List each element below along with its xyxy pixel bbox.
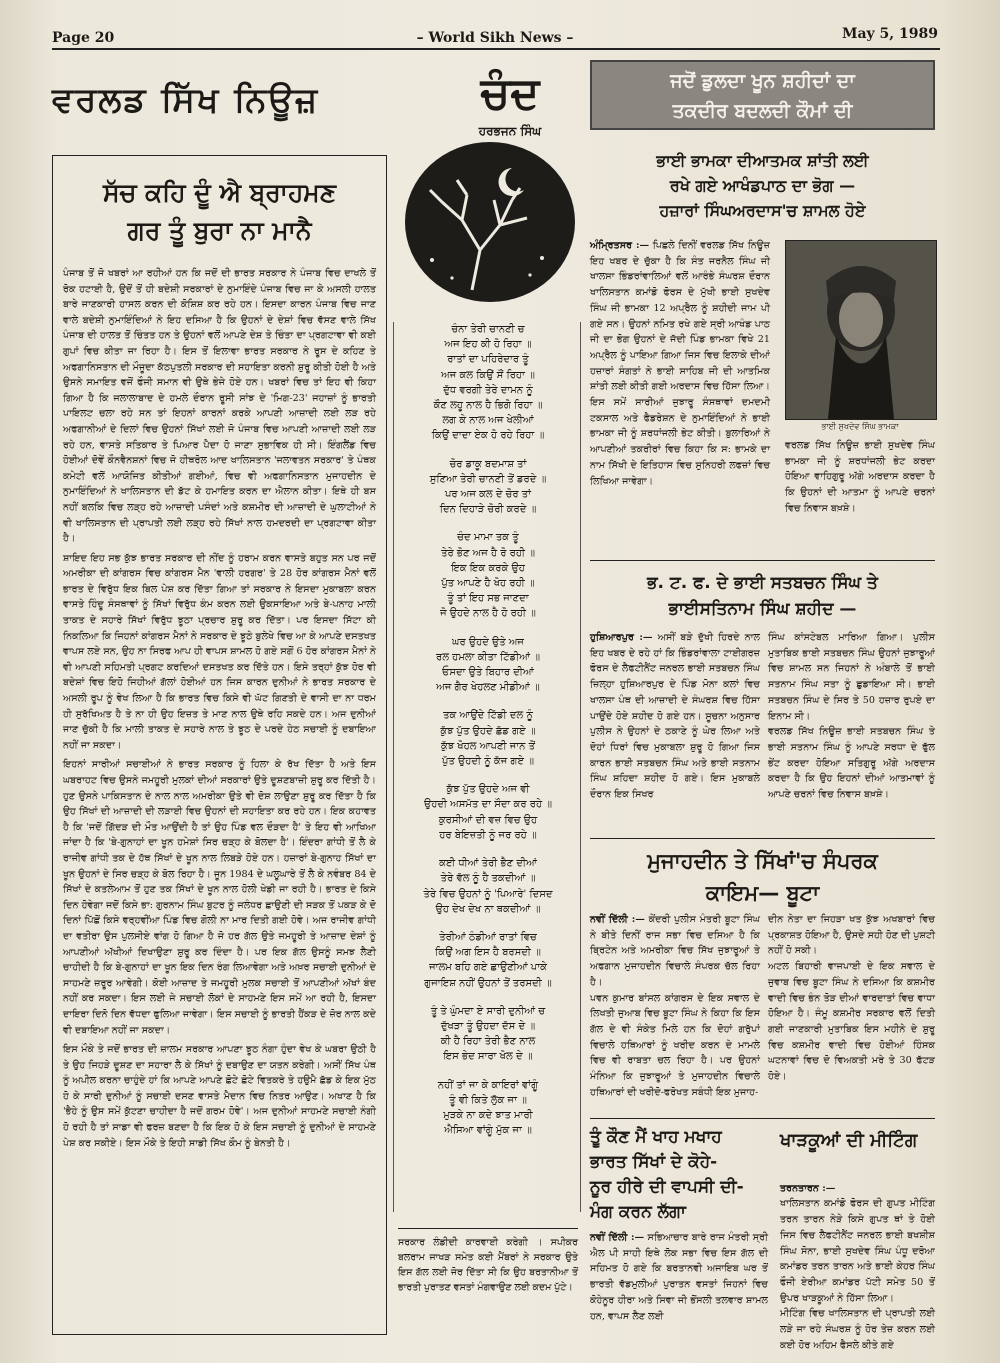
article2-dateline: ਹੁਸ਼ਿਆਰਪੁਰ :— <box>590 632 653 643</box>
article2-col1 <box>590 630 760 803</box>
header-rule <box>52 48 940 50</box>
editorial-body <box>53 266 386 1151</box>
poem-stanza: ਨਹੀਂ ਤਾਂ ਜਾ ਕੇ ਕਾਇਰਾਂ ਵਾਂਗੂੰ ਤੂੰ ਵੀ ਕਿਤੇ ਲੁੱਕ ਜਾ ॥ ਮੁੜਕੇ ਨਾ ਕਦੇ ਝਾਤ ਮਾਰੀ ਐਸਿਆ ਵਾਂਗੂੰ ਮੁੱਕ ਜਾ ॥ <box>437 1079 539 1137</box>
editorial-headline: ਸੱਚ ਕਹਿ ਦੂੰ ਐ ਬ੍ਰਾਹਮਣ ਗਰ ਤੂੰ ਬੁਰਾ ਨਾ ਮਾਨੈ <box>102 178 337 245</box>
article5-headline: ਖਾੜਕੂਆਂ ਦੀ ਮੀਟਿੰਗ <box>780 1130 918 1151</box>
article3-text: ਕੇਂਦਰੀ ਪੁਲੀਸ ਮੰਤਰੀ ਬੂਟਾ ਸਿੰਘ ਨੇ ਬੀਤੇ ਦਿਨੀਂ ਰਾਜ ਸਭਾ ਵਿਚ ਦਸਿਆ ਹੈ ਕਿ ਬ੍ਰਿਟੇਨ ਅਤੇ ਅਮਰੀਕਾ ਵਿਚ ਸਿੱਖ ਜੁਝਾਰੂਆਂ ਤੇ ਅਫਗਾਨ ਮੁਜਾਹਦੀਨ ਵਿਚਾਲੇ ਸੰਪਰਕ ਚੱਲ ਰਿਹਾ ਹੈ। ਪਵਨ ਕੁਮਾਰ ਬਾਂਸਲ ਕਾਂਗਰਸ ਦੇ ਇਕ ਸਵਾਲ ਦੇ ਲਿਖਤੀ ਜੁਆਬ ਵਿਚ ਬੂਟਾ ਸਿੰਘ ਨੇ ਕਿਹਾ ਕਿ ਇਸ ਗੱਲ ਦੇ ਵੀ ਸੰਕੇਤ ਮਿਲੇ ਹਨ ਕਿ ਦੋਹਾਂ ਗਰੁੱਪਾਂ ਵਿਚਾਲੇ ਹਥਿਆਰਾਂ ਨੂੰ ਖਰੀਦ ਕਰਨ ਦੇ ਮਾਮਲੇ ਵਿਚ ਵੀ ਰਾਬਤਾ ਚਲ ਰਿਹਾ ਹੈ। ਪਰ ਉਹਨਾਂ ਮੰਨਿਆ ਕਿ ਜੁਝਾਰੂਆਂ ਤੇ ਮੁਜਾਹਦੀਨ ਵਿਚਾਲੇ ਹਥਿਆਰਾਂ ਦੀ ਖਰੀਦੋ-ਫਰੋਖਤ ਸਬੰਧੀ ਇਕ ਮੁਜਾਹ- <box>590 914 760 1098</box>
article4-text: ਸਭਿਆਚਾਰ ਬਾਰੇ ਰਾਜ ਮੰਤਰੀ ਸ੍ਰੀ ਐਲ ਪੀ ਸਾਹੀ ਇਥੇ ਲੋਕ ਸਭਾ ਵਿਚ ਇਸ ਗੱਲ ਦੀ ਸਹਿਮਤ ਹੋ ਗਏ ਕਿ ਬਰਤਾਨਵੀ ਅਜਾਇਬ ਘਰ ਤੋਂ ਭਾਰਤੀ ਵੱਡਮੁਲੀਆਂ ਪੁਰਾਤਨ ਵਸਤਾਂ ਜਿਹਨਾਂ ਵਿਚ ਕੋਹੇਨੂਰ ਹੀਰਾ ਅਤੇ ਸਿਵਾ ਜੀ ਭੋਂਸਲੀ ਤਲਵਾਰ ਸ਼ਾਮਲ ਹਨ, ਵਾਪਸ ਲੈਣ ਲਈ <box>590 1232 768 1322</box>
article2-headline: ਭ. ਟ. ਫ. ਦੇ ਭਾਈ ਸਤਬਚਨ ਸਿੰਘ ਤੇ ਭਾਈਸਤਿਨਾਮ ਸਿੰਘ ਸ਼ਹੀਦ — <box>647 573 878 619</box>
column-divider <box>393 322 394 1212</box>
article5-body <box>780 1165 935 1353</box>
article5-dateline: ਤਰਨਤਾਰਨ :— <box>780 1182 836 1194</box>
poem-stanza: ਚੋਰ ਡਾਕੂ ਬਦਮਾਸ਼ ਤਾਂ ਸੁਣਿਆ ਤੇਰੀ ਚਾਨਣੀ ਤੋਂ ਡਰਦੇ ॥ ਪਰ ਅਜ ਕਲ ਦੇ ਚੋਰ ਤਾਂ ਦਿਨ ਦਿਹਾੜੇ ਚੋਰੀ ਕਰਦੇ ॥ <box>429 458 547 516</box>
article3-headline: ਮੁਜਾਹਦੀਨ ਤੇ ਸਿੱਖਾਂ'ਚ ਸੰਪਰਕ ਕਾਇਮ— ਬੂਟਾ <box>647 849 878 905</box>
paper-name: – World Sikh News – <box>416 30 574 46</box>
article1-headline: ਭਾਈ ਭਾਮਕਾ ਦੀਆਤਮਕ ਸ਼ਾਂਤੀ ਲਈ ਰਖੇ ਗਏ ਆਖੰਡਪਾਠ ਦਾ ਭੋਗ — ਹਜ਼ਾਰਾਂ ਸਿੰਘਅਰਦਾਸ'ਚ ਸ਼ਾਮਲ ਹੋਏ <box>656 151 869 220</box>
article4-body <box>590 1230 768 1324</box>
poem-stanza: ਤੇਰੀਆਂ ਠੰਡੀਆਂ ਰਾਤਾਂ ਵਿਚ ਕਿਉਂ ਅਗ ਇਸ ਹੈ ਬਰਸਦੀ ॥ ਜਾਲਮ ਬਹਿ ਗਏ ਛਾਉਣੀਆਂ ਪਾਕੇ ਗੁਜਾਇਸ਼ ਨਹੀਂ ਉਹਨਾਂ ਤੋਂ ਤਰਸਦੀ ॥ <box>424 931 552 989</box>
poem-stanza: ਕੁੱਝ ਪੁੱਤ ਉਹਦੇ ਅਜ ਵੀ ਉਹਦੀ ਅਸਮੱਤ ਦਾ ਸੌਦਾ ਕਰ ਰਹੇ ॥ ਕੁਰਸੀਆਂ ਦੀ ਵਜ਼ ਵਿਚ ਉਹ ਹਰ ਬੇਇਜ਼ਤੀ ਨੂੰ ਜਰ ਰਹੇ ॥ <box>423 784 553 841</box>
editorial-paragraph: ਸ਼ਾਇਦ ਇਹ ਸਭ ਕੁੱਝ ਭਾਰਤ ਸਰਕਾਰ ਦੀ ਨੀਂਦ ਨੂੰ ਹਰਾਮ ਕਰਨ ਵਾਸਤੇ ਬਹੁਤ ਸਨ ਪਰ ਜਦੋਂ ਅਮਰੀਕਾ ਦੀ ਕਾਂਗਰਸ ਵਿਚ ਕਾਂਗਰਸ ਮੈਨ 'ਵਾਲੀ ਹਰਗਰ' ਤੇ 28 ਹੋਰ ਕਾਂਗਰਸ ਮੈਨਾਂ ਵਲੋਂ ਭਾਰਤ ਦੇ ਵਿਰੁੱਧ ਇਕ ਬਿਲ ਪੇਸ਼ ਕਰ ਦਿੱਤਾ ਗਿਆ ਤਾਂ ਸਰਕਾਰ ਨੇ ਇਸਦਾ ਮੁਕਾਬਲਾ ਕਰਨ ਵਾਸਤੇ ਹਿੰਦੂ ਸੰਸਥਾਵਾਂ ਨੂੰ ਸਿੱਖਾਂ ਵਿਰੁੱਧ ਕੰਮ ਕਰਨ ਲਈ ਉਕਸਾਇਆ ਅਤੇ ਬੇ-ਪਨਾਹ ਮਾਲੀ ਤਾਕਤ ਦੇ ਸਹਾਰੇ ਸਿੱਖਾਂ ਵਿਰੁੱਧ ਝੂਠਾ ਪ੍ਰਚਾਰ ਸ਼ੁਰੂ ਕਰ ਦਿੱਤਾ। ਪਰ ਇਸਦਾ ਸਿੱਟਾ ਕੀ ਨਿਕਲਿਆ ਕਿ ਜਿਹਨਾਂ ਕਾਂਗਰਸ ਮੈਨਾਂ ਨੇ ਸਰਕਾਰ ਦੇ ਝੂਠੇ ਬੁਲੇਖੇ ਵਿਚ ਆ ਕੇ ਆਪਣੇ ਦਸਤਖਤ ਵਾਪਸ ਲਏ ਸਨ, ਉਹ ਨਾ ਸਿਰਫ ਆਪ ਹੀ ਵਾਪਸ ਸ਼ਾਮਲ ਹੋ ਗਏ ਸਗੋਂ 6 ਹੋਰ ਕਾਂਗਰਸ ਮੈਨਾਂ ਨੇ ਵੀ ਆਪਣੀ ਸਹਿਮਤੀ ਪ੍ਰਗਟ ਕਰਦਿਆਂ ਦਸਤਖਤ ਕਰ ਦਿੱਤੇ ਹਨ। ਇਸੇ ਤਰ੍ਹਾਂ ਕੁੱਝ ਹੋਰ ਵੀ ਬਦੇਸ਼ਾਂ ਵਿਚ ਇਹੋ ਜਿਹੀਆਂ ਗੱਲਾਂ ਹੋਈਆਂ ਹਨ ਜਿਸ ਕਾਰਨ ਦੁਨੀਆਂ ਨੇ ਭਾਰਤ ਸਰਕਾਰ ਦੇ ਅਸਲੀ ਰੂਪ ਨੂੰ ਵੇਖ ਲਿਆ ਹੈ ਕਿ ਭਾਰਤ ਵਿਚ ਕਿਸੇ ਵੀ ਘੱਟ ਗਿਣਤੀ ਦੇ ਵਾਸੀ ਦਾ ਨਾ ਧਰਮ ਹੀ ਸੁਰੱਖਿਅਤ ਹੈ ਤੇ ਨਾ ਹੀ ਉਹ ਇਜ਼ਤ ਤੇ ਮਾਣ ਨਾਲ ਉਥੇ ਰਹਿ ਸਕਦੇ ਹਨ। ਅਜ ਦੁਨੀਆਂ ਜਾਣ ਚੁੱਕੀ ਹੈ ਕਿ ਮਾਲੀ ਤਾਕਤ ਦੇ ਸਹਾਰੇ ਨਾਲ ਤੇ ਝੂਠ ਦੇ ਪਰਦੇ ਹੇਠ ਸਚਾਈ ਨੂੰ ਦਬਾਇਆ ਨਹੀਂ ਜਾ ਸਕਦਾ। <box>63 552 376 751</box>
banner-slogan <box>590 60 935 130</box>
article5-text: ਖਾਲਿਸਤਾਨ ਕਮਾਂਡੋ ਫੋਰਸ ਦੀ ਗੁਪਤ ਮੀਟਿੰਗ ਤਰਨ ਤਾਰਨ ਨੇੜੇ ਕਿਸੇ ਗੁਪਤ ਥਾਂ ਤੇ ਹੋਈ ਜਿਸ ਵਿਚ ਲੈਫਟੀਨੈਂਟ ਜਨਰਲ ਭਾਈ ਬਖਸ਼ੀਸ਼ ਸਿੰਘ ਸੋਨਾ, ਭਾਈ ਸੁਖਦੇਵ ਸਿੰਘ ਪੰਧੂ ਦਰੋਆ ਕਮਾਂਡਰ ਤਰਨ ਤਾਰਨ ਅਤੇ ਭਾਈ ਕੇਹਰ ਸਿੰਘ ਫੌਜੀ ਏਰੀਆ ਕਮਾਂਡਰ ਪੱਟੀ ਸਮੇਤ 50 ਤੋਂ ਉਪਰ ਖਾੜਕੂਆਂ ਨੇ ਹਿੱਸਾ ਲਿਆ। ਮੀਟਿੰਗ ਵਿਚ ਖਾਲਿਸਤਾਨ ਦੀ ਪ੍ਰਾਪਤੀ ਲਈ ਲੜੇ ਜਾ ਰਹੇ ਸੰਘਰਸ਼ ਨੂੰ ਹੋਰ ਤੇਜ਼ ਕਰਨ ਲਈ ਕਈ ਹੋਰ ਅਹਿਮ ਫੈਸਲੇ ਕੀਤੇ ਗਏ <box>780 1198 935 1351</box>
section-rule <box>590 1118 935 1119</box>
article4-dateline: ਨਵੀਂ ਦਿੱਲੀ :— <box>590 1232 645 1243</box>
photo-caption: ਭਾਈ ਸੁਖਦੇਵ ਸਿੰਘ ਭਾਮਕਾ <box>821 422 899 431</box>
article3-col2: ਦੀਨ ਨੇਤਾ ਦਾ ਜਿਹੜਾ ਖਤ ਕੁੱਝ ਅਖਬਾਰਾਂ ਵਿਚ ਪ੍ਰਕਾਸ਼ਤ ਹੋਇਆ ਹੈ, ਉਸਦੇ ਸਹੀ ਹੋਣ ਦੀ ਪੁਸ਼ਟੀ ਨਹੀਂ ਹੋ ਸਕੀ। ਅਟਲ ਬਿਹਾਰੀ ਵਾਜਪਾਈ ਦੇ ਇਕ ਸਵਾਲ ਦੇ ਜੁਵਾਬ ਵਿਚ ਬੂਟਾ ਸਿੰਘ ਨੇ ਦਸਿਆ ਕਿ ਕਸ਼ਮੀਰ ਵਾਦੀ ਵਿਚ ਭੰਨ ਤੋੜ ਦੀਆਂ ਵਾਰਦਾਤਾਂ ਵਿਚ ਵਾਧਾ ਹੋਇਆ ਹੈ। ਜੰਮੂ ਕਸ਼ਮੀਰ ਸਰਕਾਰ ਵਲੋਂ ਦਿਤੀ ਗਈ ਜਾਣਕਾਰੀ ਮੁਤਾਬਿਕ ਇਸ ਮਹੀਨੇ ਦੇ ਸ਼ੁਰੂ ਵਿਚ ਕਸ਼ਮੀਰ ਵਾਦੀ ਵਿਚ ਹੋਈਆਂ ਹਿੰਸਕ ਘਟਨਾਵਾਂ ਵਿਚ ਦੋ ਵਿਅਕਤੀ ਮਰੇ ਤੇ 30 ਫੱਟੜ ਹੋਏ। <box>768 914 935 1083</box>
portrait-photo <box>785 240 937 420</box>
moon-tree-illustration <box>402 140 577 305</box>
article2-text: ਅਸੀਂ ਬੜੇ ਦੁੱਖੀ ਹਿਰਦੇ ਨਾਲ ਇਹ ਖਬਰ ਦੇ ਰਹੇ ਹਾਂ ਕਿ ਭਿੰਡਰਾਂਵਾਲਾ ਟਾਈਗਰਜ਼ ਫੋਰਸ ਦੇ ਲੈਫਟੀਨੈਂਟ ਜਨਰਲ ਭਾਈ ਸਤਬਚਨ ਸਿੰਘ ਜ਼ਿਲ੍ਹਾ ਹੁਸ਼ਿਆਰਪੁਰ ਦੇ ਪਿੰਡ ਮੋਨਾ ਕਲਾਂ ਵਿਚ ਖਾਲਸਾ ਪੰਥ ਦੀ ਆਜ਼ਾਦੀ ਦੇ ਸੰਘਰਸ਼ ਵਿਚ ਹਿੱਸਾ ਪਾਉਂਦੇ ਹੋਏ ਸ਼ਹੀਦ ਹੋ ਗਏ ਹਨ। ਸੂਚਨਾ ਅਨੁਸਾਰ ਪੁਲੀਸ ਨੇ ਉਹਨਾਂ ਦੇ ਠਕਾਣੇ ਨੂੰ ਘੇਰ ਲਿਆ ਅਤੇ ਦੋਹਾਂ ਧਿਰਾਂ ਵਿਚ ਮੁਕਾਬਲਾ ਸ਼ੁਰੂ ਹੋ ਗਿਆ ਜਿਸ ਕਾਰਨ ਭਾਈ ਸਤਬਚਨ ਸਿੰਘ ਅਤੇ ਭਾਈ ਸਤਨਾਮ ਸਿੰਘ ਸ਼ਹਿਦਾ ਸ਼ਹੀਦ ਹੋ ਗਏ। ਇਸ ਮੁਕਾਬਲੇ ਦੌਰਾਨ ਇਕ ਸਿਖਰ <box>590 632 760 801</box>
poem-stanza: ਤਕ ਆਉਂਦੇ ਟਿੱਡੀ ਦਲ ਨੂੰ ਕੁੱਝ ਪੁੱਤ ਉਹਦੇ ਛੱਡ ਗਏ ॥ ਕੁੱਝ ਖੋਹਲ ਆਪਣੀ ਜਾਨ ਤੋਂ ਪੁੱਤ ਉਹਦੀ ਨੂੰ ਕੱਜ ਗਏ ॥ <box>440 710 536 768</box>
column-divider <box>580 322 581 1212</box>
poem-stanza: ਚੰਨਾ ਤੇਰੀ ਚਾਨਣੀ ਚ ਅਜ ਇਹ ਕੀ ਹੋ ਰਿਹਾ ॥ ਰਾਤਾਂ ਦਾ ਪਹਿਰੇਦਾਰ ਤੂੰ ਅਜ ਕਲ ਕਿਉਂ ਸੌਂ ਰਿਹਾ ॥ ਦੁੱਧ ਵਰਗੀ ਤੇਰੇ ਦਾਮਨ ਨੂੰ ਕੌਣ ਲਹੂ ਨਾਲ ਹੈ ਭਿਗੋ ਰਿਹਾ ॥ ਲਗ ਕੇ ਨਾਲ ਅਜ ਖੇਲੀਆਂ ਕਿਉਂ ਦਾਦਾ ਏਕ ਹੋ ਰਹੇ ਰਿਹਾ ॥ <box>431 324 545 442</box>
section-rule <box>590 560 935 561</box>
masthead: ਵਰਲਡ ਸਿੱਖ ਨਿਊਜ਼ <box>52 80 320 120</box>
poem-author: ਹਰਭਜਨ ਸਿੰਘ <box>478 124 542 138</box>
poem-stanza: ਘਰ ਉਹਦੇ ਉਤੇ ਅਜ ਰਲ ਹਮਲਾ ਕੀਤਾ ਟਿੱਡੀਆਂ ॥ ਓਸਦਾ ਉਤੇ ਬਿਹਾਰ ਦੀਆਂ ਅਜ ਗੈਰ ਖੇਹਲਣ ਮੀਡੀਆਂ ॥ <box>436 636 540 694</box>
editorial-paragraph: ਇਸ ਮੌਕੇ ਤੇ ਜਦੋਂ ਭਾਰਤ ਦੀ ਜ਼ਾਲਮ ਸਰਕਾਰ ਆਪਣਾ ਝੂਠ ਨੰਗਾ ਹੁੰਦਾ ਵੇਖ ਕੇ ਘਬਰਾ ਉਠੀ ਹੈ ਤੇ ਉਹ ਜਿਹੜੇ ਦੂਸ਼ਣ ਦਾ ਸਹਾਰਾ ਲੈ ਕੇ ਸਿੱਖਾਂ ਨੂੰ ਦਬਾਉਣ ਦਾ ਯਤਨ ਕਰੇਗੀ। ਅਸੀਂ ਸਿੱਖ ਪੰਥ ਨੂੰ ਅਪੀਲ ਕਰਨਾ ਚਾਹੁੰਦੇ ਹਾਂ ਕਿ ਆਪਣੇ ਆਪਣੇ ਛੋਟੇ ਛੋਟੇ ਵਿਤਕਰੇ ਤੇ ਹਉਮੈ ਛੱਡ ਕੇ ਇਕ ਮੁੱਠ ਹੋ ਕੇ ਸਾਰੀ ਦੁਨੀਆਂ ਨੂੰ ਸਚਾਈ ਦਸਣ ਵਾਸਤੇ ਮੈਦਾਨ ਵਿਚ ਨਿਤਰ ਆਉਣ। ਅਖਾਣ ਹੈ ਕਿ 'ਭੈਹੇ ਨੂੰ ਉਸ ਸਮੇਂ ਕੁੱਟਣਾ ਚਾਹੀਦਾ ਹੈ ਜਦੋਂ ਗਰਮ ਹੋਵੇ'। ਅਜ ਦੁਨੀਆਂ ਸਾਹਮਣੇ ਸਚਾਈ ਨੰਗੀ ਹੋ ਰਹੀ ਹੈ ਤਾਂ ਸਾਡਾ ਵੀ ਫਰਜ਼ ਬਣਦਾ ਹੈ ਕਿ ਇਕ ਹੋ ਕੇ ਇਸ ਸਚਾਈ ਨੂੰ ਦੁਨੀਆਂ ਦੇ ਸਾਹਮਣੇ ਪੇਸ਼ ਕਰ ਸਕੀਏ। ਇਸ ਮੌਕੇ ਤੇ ਇਹੀ ਸਾਡੀ ਸਿੱਖ ਕੌਮ ਨੂੰ ਬੇਨਤੀ ਹੈ। <box>63 1044 376 1149</box>
poem-title: ਚੰਦ <box>480 68 540 119</box>
article2-col2: ਸਿੰਘ ਕਾਂਸਟੇਬਲ ਮਾਰਿਆ ਗਿਆ। ਪੁਲੀਸ ਮੁਤਾਬਿਕ ਭਾਈ ਸਤਬਚਨ ਸਿੰਘ ਉਹਨਾਂ ਜੁਝਾਰੂਆਂ ਵਿਚ ਸ਼ਾਮਲ ਸਨ ਜਿਹਨਾਂ ਨੇ ਅੰਬਾਲੇ ਤੋਂ ਭਾਈ ਸਤਨਾਮ ਸਿੰਘ ਸਤਾ ਨੂੰ ਛੁਡਾਇਆ ਸੀ। ਭਾਈ ਸਤਬਚਨ ਸਿੰਘ ਦੇ ਸਿਰ ਤੇ 50 ਹਜ਼ਾਰ ਰੁਪਏ ਦਾ ਇਨਾਮ ਸੀ। ਵਰਲਡ ਸਿੱਖ ਨਿਊਜ਼ ਭਾਈ ਸਤਬਚਨ ਸਿੰਘ ਤੇ ਭਾਈ ਸਤਨਾਮ ਸਿੰਘ ਨੂੰ ਆਪਣੇ ਸਰਧਾ ਦੇ ਫੁੱਲ ਭੇਂਟ ਕਰਦਾ ਹੋਇਆ ਸਤਿਗੁਰੂ ਅੱਗੇ ਅਰਦਾਸ ਕਰਦਾ ਹੈ ਕਿ ਉਹ ਇਹਨਾਂ ਦੀਆਂ ਆਤਮਾਵਾਂ ਨੂੰ ਆਪਣੇ ਚਰਨਾਂ ਵਿਚ ਨਿਵਾਸ ਬਖ਼ਸ਼ੇ। <box>768 632 935 801</box>
poem-stanza: ਕਈ ਧੀਆਂ ਤੇਰੀ ਭੈਣ ਦੀਆਂ ਤੇਰੇ ਵੱਲ ਨੂੰ ਹੈ ਤਕਦੀਆਂ ॥ ਤੇਰੇ ਵਿਚ ਉਹਨਾਂ ਨੂੰ 'ਪਿਆਰੇ' ਦਿਸਦ ਉਹ ਦੇਖ ਦੇਖ ਨਾ ਥਕਦੀਆਂ ॥ <box>423 858 553 915</box>
article1-text: ਪਿਛਲੇ ਦਿਨੀਂ ਵਰਲਡ ਸਿੱਖ ਨਿਊਜ਼ ਇਹ ਖਬਰ ਦੇ ਚੁੱਕਾ ਹੈ ਕਿ ਸੰਤ ਜਰਨੈਲ ਸਿੰਘ ਜੀ ਖਾਲਸਾ ਭਿੰਡਰਾਂਵਾਲਿਆਂ ਵਲੋਂ ਆਰੰਭੇ ਸੰਘਰਸ਼ ਦੌਰਾਨ ਖਾਲਿਸਤਾਨ ਕਮਾਂਡੋ ਫੋਰਸ ਦੇ ਮੁੱਖੀ ਭਾਈ ਸੁਖਦੇਵ ਸਿੰਘ ਜੀ ਭਾਮਕਾ 12 ਅਪ੍ਰੈਲ ਨੂੰ ਸ਼ਹੀਦੀ ਜਾਮ ਪੀ ਗਏ ਸਨ। ਉਹਨਾਂ ਨਮਿਤ ਰਖੇ ਗਏ ਸ੍ਰੀ ਆਖੰਡ ਪਾਠ ਜੀ ਦਾ ਭੋਗ ਉਹਨਾਂ ਦੇ ਜੱਦੀ ਪਿੰਡ ਭਾਮਕਾ ਵਿਖੇ 21 ਅਪ੍ਰੈਲ ਨੂੰ ਪਾਇਆ ਗਿਆ ਜਿਸ ਵਿਚ ਇਲਾਕੇ ਦੀਆਂ ਹਜ਼ਾਰਾਂ ਸੰਗਤਾਂ ਨੇ ਭਾਈ ਸਾਹਿਬ ਜੀ ਦੀ ਆਤਮਿਕ ਸ਼ਾਂਤੀ ਲਈ ਕੀਤੀ ਗਈ ਅਰਦਾਸ ਵਿਚ ਹਿੱਸਾ ਲਿਆ। ਇਸ ਸਮੇਂ ਸਾਰੀਆਂ ਜੁਝਾਰੂ ਸੰਸਥਾਵਾਂ ਦਮਦਮੀ ਟਕਸਾਲ ਅਤੇ ਫੈਡਰੇਸ਼ਨ ਦੇ ਨੁਮਾਇੰਦਿਆਂ ਨੇ ਭਾਈ ਭਾਮਕਾ ਜੀ ਨੂੰ ਸ਼ਰਧਾਂਜਲੀ ਭੇਟ ਕੀਤੀ। ਬੁਲਾਰਿਆਂ ਨੇ ਆਪਣੀਆਂ ਤਕਰੀਰਾਂ ਵਿਚ ਕਿਹਾ ਕਿ ਸ: ਭਾਮਕੇ ਦਾ ਨਾਮ ਸਿੱਖੀ ਦੇ ਇਤਿਹਾਸ ਵਿਚ ਸੁਨਿਹਰੀ ਲਫਜ਼ਾਂ ਵਿਚ ਲਿਖਿਆ ਜਾਵੇਗਾ। <box>590 240 770 487</box>
section-rule <box>590 838 935 839</box>
article1-body <box>590 238 770 489</box>
poem-title-block <box>450 70 570 139</box>
article1-tribute: ਵਰਲਡ ਸਿੱਖ ਨਿਊਜ਼ ਭਾਈ ਸੁਖਦੇਵ ਸਿੰਘ ਭਾਮਕਾ ਜੀ ਨੂੰ ਸ਼ਰਧਾਂਜਲੀ ਭੇਟ ਕਰਦਾ ਹੋਇਆ ਵਾਹਿਗੁਰੂ ਅੱਗੇ ਅਰਦਾਸ ਕਰਦਾ ਹੈ ਕਿ ਉਹਨਾਂ ਦੀ ਆਤਮਾ ਨੂੰ ਆਪਣੇ ਚਰਨਾਂ ਵਿਚ ਨਿਵਾਸ ਬਖ਼ਸ਼ੇ। <box>785 440 935 514</box>
editorial-paragraph: ਪੰਜਾਬ ਤੋਂ ਜੋ ਖਬਰਾਂ ਆ ਰਹੀਆਂ ਹਨ ਕਿ ਜਦੋਂ ਦੀ ਭਾਰਤ ਸਰਕਾਰ ਨੇ ਪੰਜਾਬ ਵਿਚ ਦਾਖਲੇ ਤੋਂ ਰੋਕ ਹਟਾਈ ਹੈ, ਉਦੋਂ ਤੋਂ ਹੀ ਬਦੇਸ਼ੀ ਸਰਕਾਰਾਂ ਦੇ ਨੁਮਾਇੰਦੇ ਪੰਜਾਬ ਵਿਚ ਜਾ ਕੇ ਅਸਲੀ ਹਾਲਤ ਬਾਰੇ ਜਾਣਕਾਰੀ ਹਾਸਲ ਕਰਨ ਦੀ ਕੋਸ਼ਿਸ਼ ਕਰ ਰਹੇ ਹਨ। ਇਸਦਾ ਕਾਰਨ ਪੰਜਾਬ ਵਿਚ ਜਾਣ ਵਾਲੇ ਬਦੇਸ਼ੀ ਨੁਮਾਇੰਦਿਆਂ ਨੇ ਇਹ ਦਸਿਆ ਹੈ ਕਿ ਉਹਨਾਂ ਦੇ ਦੇਸ਼ਾਂ ਵਿਚ ਵੱਸਣ ਵਾਲੇ ਸਿੱਖ ਪੰਜਾਬ ਦੀ ਹਾਲਤ ਤੋਂ ਚਿੰਤਤ ਹਨ ਤੇ ਉਹਨਾਂ ਵਲੋਂ ਆਪਣੇ ਦੇਸ਼ ਤੇ ਚਿੰਤਾ ਦਾ ਪ੍ਰਗਟਾਵਾ ਵੀ ਕਈ ਗੁਪਾਂ ਵਿਚ ਕੀਤਾ ਜਾ ਰਿਹਾ ਹੈ। ਇਸ ਤੋਂ ਇਲਾਵਾ ਭਾਰਤ ਸਰਕਾਰ ਨੇ ਰੂਸ ਦੇ ਕਹਿਣ ਤੇ ਅਫਗਾਨਿਸਤਾਨ ਦੀ ਮੌਜੂਦਾ ਕੱਠਪੁਤਲੀ ਸਰਕਾਰ ਦੀ ਸਹਾਇਤਾ ਕਰਨੀ ਸ਼ੁਰੂ ਕੀਤੀ ਹੋਈ ਹੈ ਅਤੇ ਉਸਨੇ ਸਮਾਇਤ ਵਜੋਂ ਫੌਜੀ ਸਮਾਨ ਵੀ ਉਥੇ ਭੇਜੇ ਹੋਏ ਹਨ। ਖਬਰਾਂ ਵਿਚ ਤਾਂ ਇਹ ਵੀ ਕਿਹਾ ਗਿਆ ਹੈ ਕਿ ਜਲਾਲਾਬਾਦ ਦੇ ਹਮਲੇ ਦੌਰਾਨ ਰੂਸੀ ਸਾਂਝ ਦੇ 'ਮਿਗ-23' ਜਹਾਜ਼ਾਂ ਨੂੰ ਭਾਰਤੀ ਪਾਇਲਟ ਚਲਾ ਰਹੇ ਸਨ ਤਾਂ ਇਹਨਾਂ ਕਾਰਨਾਂ ਕਰਕੇ ਆਪਣੀ ਆਜ਼ਾਦੀ ਲਈ ਲੜ ਰਹੇ ਅਫਗਾਨੀਆਂ ਦੇ ਦਿਲਾਂ ਵਿਚ ਉਹਨਾਂ ਸਿੱਖਾਂ ਲਈ ਜੋ ਪੰਜਾਬ ਵਿਚ ਆਪਣੀ ਆਜ਼ਾਦੀ ਲਈ ਲੜ ਰਹੇ ਹਨ, ਵਾਸਤੇ ਸਤਿਕਾਰ ਤੇ ਪਿਆਰ ਪੈਦਾ ਹੋ ਜਾਣਾ ਸੁਭਾਵਿਕ ਹੀ ਸੀ। ਇੰਗਲੈਂਡ ਵਿਚ ਹੋਈਆਂ ਦੋਵੇਂ ਕੌਨਵੈਨਸ਼ਨਾਂ ਵਿਚ ਜੋ ਹੀਥਰੋਲ ਆਦ ਖਾਲਿਸਤਾਨ 'ਜਲਾਵਤਨ ਸਰਕਾਰ' ਤੇ ਪੰਥਕ ਕਮੇਟੀ ਵਲੋਂ ਆਯੋਜਿਤ ਕੀਤੀਆਂ ਗਈਆਂ, ਵਿਚ ਵੀ ਅਫਗਾਨਿਸਤਾਨ ਮੁਜਾਹਦੀਨ ਦੇ ਨੁਮਾਇੰਦਿਆਂ ਨੇ ਖਾਲਿਸਤਾਨ ਦੀ ਡੱਟ ਕੇ ਹਮਾਇਤ ਕਰਨ ਦਾ ਐਲਾਨ ਕੀਤਾ। ਇਥੇ ਹੀ ਬਸ ਨਹੀਂ ਬਲਕਿ ਵਿਚ ਲੜ੍ਹ ਰਹੇ ਆਜ਼ਾਦੀ ਪਸੰਦਾਂ ਅਤੇ ਕਸ਼ਮੀਰ ਦੀ ਆਜ਼ਾਦੀ ਦੇ ਘੁਲਾਟੀਆਂ ਨੇ ਵੀ ਖਾਲਿਸਤਾਨ ਦੀ ਪ੍ਰਾਪਤੀ ਲਈ ਲੜ੍ਹ ਰਹੇ ਸਿੱਖਾਂ ਨਾਲ ਹਮਦਰਦੀ ਦਾ ਪ੍ਰਗਟਾਵਾ ਕੀਤਾ ਹੈ। <box>63 268 376 545</box>
poem-stanza: ਤੂੰ ਤੇ ਘੁੰਮਦਾ ਏ ਸਾਰੀ ਦੁਨੀਆਂ ਚ ਦੁੱਖੜਾ ਤੂੰ ਉਹਦਾ ਦੱਸ ਦੇ ॥ ਕੀ ਹੈ ਰਿਹਾ ਤੇਰੀ ਭੈਣ ਨਾਲ ਇਸ ਭੇਦ ਸਾਰਾ ਖੋਲ ਦੇ ॥ <box>430 1005 546 1063</box>
article1-dateline: ਅੰਮ੍ਰਿਤਸਰ :— <box>590 240 650 251</box>
continuation-text: ਸਰਕਾਰ ਲੰਡੀਦੀ ਕਾਰਵਾਈ ਕਰੇਗੀ । ਸਪੀਕਰ ਬਲਰਾਮ ਜਾਖੜ ਸਮੇਤ ਕਈ ਮੈਂਬਰਾਂ ਨੇ ਸਰਕਾਰ ਉਤੇ ਇਸ ਗੱਲ ਲਈ ਜੋਰ ਦਿੱਤਾ ਸੀ ਕਿ ਉਹ ਬਰਤਾਨੀਆ ਤੋਂ ਭਾਰਤੀ ਪੁਰਾਤਣ ਵਸਤਾਂ ਮੰਗਵਾਉਣ ਲਈ ਕਦਮ ਪੁੱਟੇ। <box>398 1237 578 1293</box>
poem-body <box>398 322 578 1151</box>
banner-text: ਜਦੋਂ ਡੁਲਦਾ ਖੂਨ ਸ਼ਹੀਦਾਂ ਦਾ ਤਕਦੀਰ ਬਦਲਦੀ ਕੌਮਾਂ ਦੀ <box>670 70 855 122</box>
editorial-box <box>52 155 387 1335</box>
page-header <box>52 26 938 48</box>
section-rule <box>398 1228 578 1229</box>
page-number: Page 20 <box>52 30 115 46</box>
poem-stanza: ਚੰਦ ਮਾਮਾ ਤਕ ਤੂੰ ਤੇਰੇ ਭੋਣ ਅਜ ਹੈ ਰੋ ਰਹੀ ॥ ਇਕ ਇਕ ਕਰਕੇ ਉਹ ਪੁੱਤ ਆਪਣੇ ਹੈ ਖੋਹ ਰਹੀ ॥ ਤੂੰ ਤਾਂ ਇਹ ਸਭ ਜਾਣਦਾ ਜੋ ਉਹਦੇ ਨਾਲ ਹੈ ਹੋ ਰਹੀ ॥ <box>440 532 536 620</box>
article3-dateline: ਨਵੀਂ ਦਿੱਲੀ :— <box>590 914 645 925</box>
article4-headline: ਤੂੰ ਕੌਣ ਮੈਂ ਖਾਹ ਮਖਾਹ ਭਾਰਤ ਸਿੱਖਾਂ ਦੇ ਕੋਹੇ- ਨੂਰ ਹੀਰੇ ਦੀ ਵਾਪਸੀ ਦੀ- ਮੰਗ ਕਰਨ ਲੱਗਾ <box>590 1127 744 1222</box>
editorial-paragraph: ਇਹਨਾਂ ਸਾਰੀਆਂ ਸਚਾਈਆਂ ਨੇ ਭਾਰਤ ਸਰਕਾਰ ਨੂੰ ਹਿਲਾ ਕੇ ਰੱਖ ਦਿੱਤਾ ਹੈ ਅਤੇ ਇਸ ਘਬਰਾਹਟ ਵਿਚ ਉਸਨੇ ਜਮਹੂਰੀ ਮੁਲਕਾਂ ਦੀਆਂ ਸਰਕਾਰਾਂ ਉਤੇ ਦੂਸ਼ਣਬਾਜ਼ੀ ਸ਼ੁਰੂ ਕਰ ਦਿੱਤੀ ਹੈ। ਹੁਣ ਉਸਨੇ ਪਾਕਿਸਤਾਨ ਦੇ ਨਾਲ ਨਾਲ ਅਮਰੀਕਾ ਉਤੇ ਵੀ ਦੋਸ਼ ਲਾਉਣਾ ਸ਼ੁਰੂ ਕਰ ਦਿੱਤਾ ਹੈ ਕਿ ਉਹ ਸਿੱਖਾਂ ਦੀ ਆਜ਼ਾਦੀ ਦੀ ਲੜਾਈ ਵਿਚ ਉਹਨਾਂ ਦੀ ਸਹਾਇਤਾ ਕਰ ਰਹੇ ਹਨ। ਇਕ ਕਹਾਵਤ ਹੈ ਕਿ 'ਜਦੋਂ ਗਿੱਦੜ ਦੀ ਮੌਤ ਆਉਂਦੀ ਹੈ ਤਾਂ ਉਹ ਪਿੰਡ ਵਲ ਦੌੜਦਾ ਹੈ' ਤੇ ਇਹ ਵੀ ਆਖਿਆ ਜਾਂਦਾ ਹੈ ਕਿ 'ਬੇ-ਗੁਨਾਹਾਂ ਦਾ ਖੂਨ ਹਮੇਸ਼ਾਂ ਸਿਰ ਚੜ੍ਹ ਕੇ ਬੋਲਦਾ ਹੈ'। ਇੰਦਰਾ ਗਾਂਧੀ ਤੋਂ ਲੈ ਕੇ ਰਾਜੀਵ ਗਾਂਧੀ ਤਕ ਦੇ ਹੱਥ ਸਿੱਖਾਂ ਦੇ ਖੂਨ ਨਾਲ ਲਿਬੜੇ ਹੋਏ ਹਨ। ਹਜ਼ਾਰਾਂ ਬੇ-ਗੁਨਾਹ ਸਿੱਖਾਂ ਦਾ ਖੂਨ ਉਹਨਾਂ ਦੇ ਸਿਰ ਚੜ੍ਹ ਕੇ ਬੋਲ ਰਿਹਾ ਹੈ। ਜੂਨ 1984 ਦੇ ਘਲੂਘਾਰੇ ਤੋਂ ਲੈ ਕੇ ਨਵੰਬਰ 84 ਦੇ ਸਿੱਖਾਂ ਦੇ ਕਤਲੇਆਮ ਤੋਂ ਹੁਣ ਤਕ ਸਿੱਖਾਂ ਦੇ ਖੂਨ ਨਾਲ ਹੋਲੀ ਖੇਡੀ ਜਾ ਰਹੀ ਹੈ। ਭਾਰਤ ਦੇ ਕਿਸੇ ਦਿਨ ਹੋਵੇਗਾ ਜਦੋਂ ਕਿਸੇ ਭਾ: ਗੁਰਨਾਮ ਸਿੰਘ ਬੁਟਰ ਨੂੰ ਜਲੰਧਰ ਛਾਉਣੀ ਦੀ ਸੜਕ ਤੋਂ ਪਕੜ ਕੇ ਦੋ ਦਿਨਾਂ ਪਿੱਛੋਂ ਕਿਸੇ ਵਰ੍ਹਵੀਂਆ ਪਿੰਡ ਵਿਚ ਗੋਲੀ ਨਾ ਮਾਰ ਦਿਤੀ ਗਈ ਹੋਵੇ। ਅਜ ਰਾਜੀਵ ਗਾਂਧੀ ਦਾ ਵਤੀਰਾ ਉਸ ਪੁਲਸੀਏ ਵਾਂਗ ਹੋ ਗਿਆ ਹੈ ਜੋ ਹਰ ਗੱਲ ਉਤੇ ਜਮਹੂਰੀ ਤੇ ਆਜ਼ਾਦ ਦੇਸ਼ਾਂ ਨੂੰ ਆਪਣੀਆਂ ਅੱਖੀਆਂ ਦਿਖਾਉਣਾ ਸ਼ੁਰੂ ਕਰ ਦਿੰਦਾ ਹੈ। ਪਰ ਇਕ ਗੱਲ ਉਸਨੂੰ ਸਮਝ ਲੈਣੀ ਚਾਹੀਦੀ ਹੈ ਕਿ ਬੇ-ਗੁਨਾਹਾਂ ਦਾ ਖੂਨ ਇਕ ਦਿਨ ਰੰਗ ਲਿਆਵੇਗਾ ਅਤੇ ਅਖ਼ਰ ਸਚਾਈ ਦੁਨੀਆਂ ਦੇ ਸਾਹਮਣੇ ਜ਼ਰੂਰ ਆਵੇਗੀ। ਕੋਈ ਆਜ਼ਾਦ ਤੇ ਜਮਹੂਰੀ ਮੁਲਕ ਸਚਾਈ ਤੋਂ ਆਪਣੀਆਂ ਅੱਖਾਂ ਬੰਦ ਨਹੀਂ ਕਰ ਸਕਦਾ। ਇਸ ਲਈ ਜੇ ਸਚਾਈ ਲੋਕਾਂ ਦੇ ਸਾਹਮਣੇ ਇਸ ਸਮੇਂ ਆ ਰਹੀ ਹੈ, ਇਸਦਾ ਦਾਇਰਾ ਦਿਨੋ ਦਿਨ ਵੱਧਦਾ ਫੁਲਿਆ ਜਾਵੇਗਾ। ਇਸ ਸਚਾਈ ਨੂੰ ਭਾਰਤੀ ਹੈਂਕੜ ਦੇ ਜ਼ੋਰ ਨਾਲ ਕਦੇ ਵੀ ਦਬਾਇਆ ਨਹੀਂ ਜਾ ਸਕਦਾ। <box>63 759 376 1036</box>
issue-date: May 5, 1989 <box>841 26 938 42</box>
article3-col1 <box>590 912 760 1100</box>
